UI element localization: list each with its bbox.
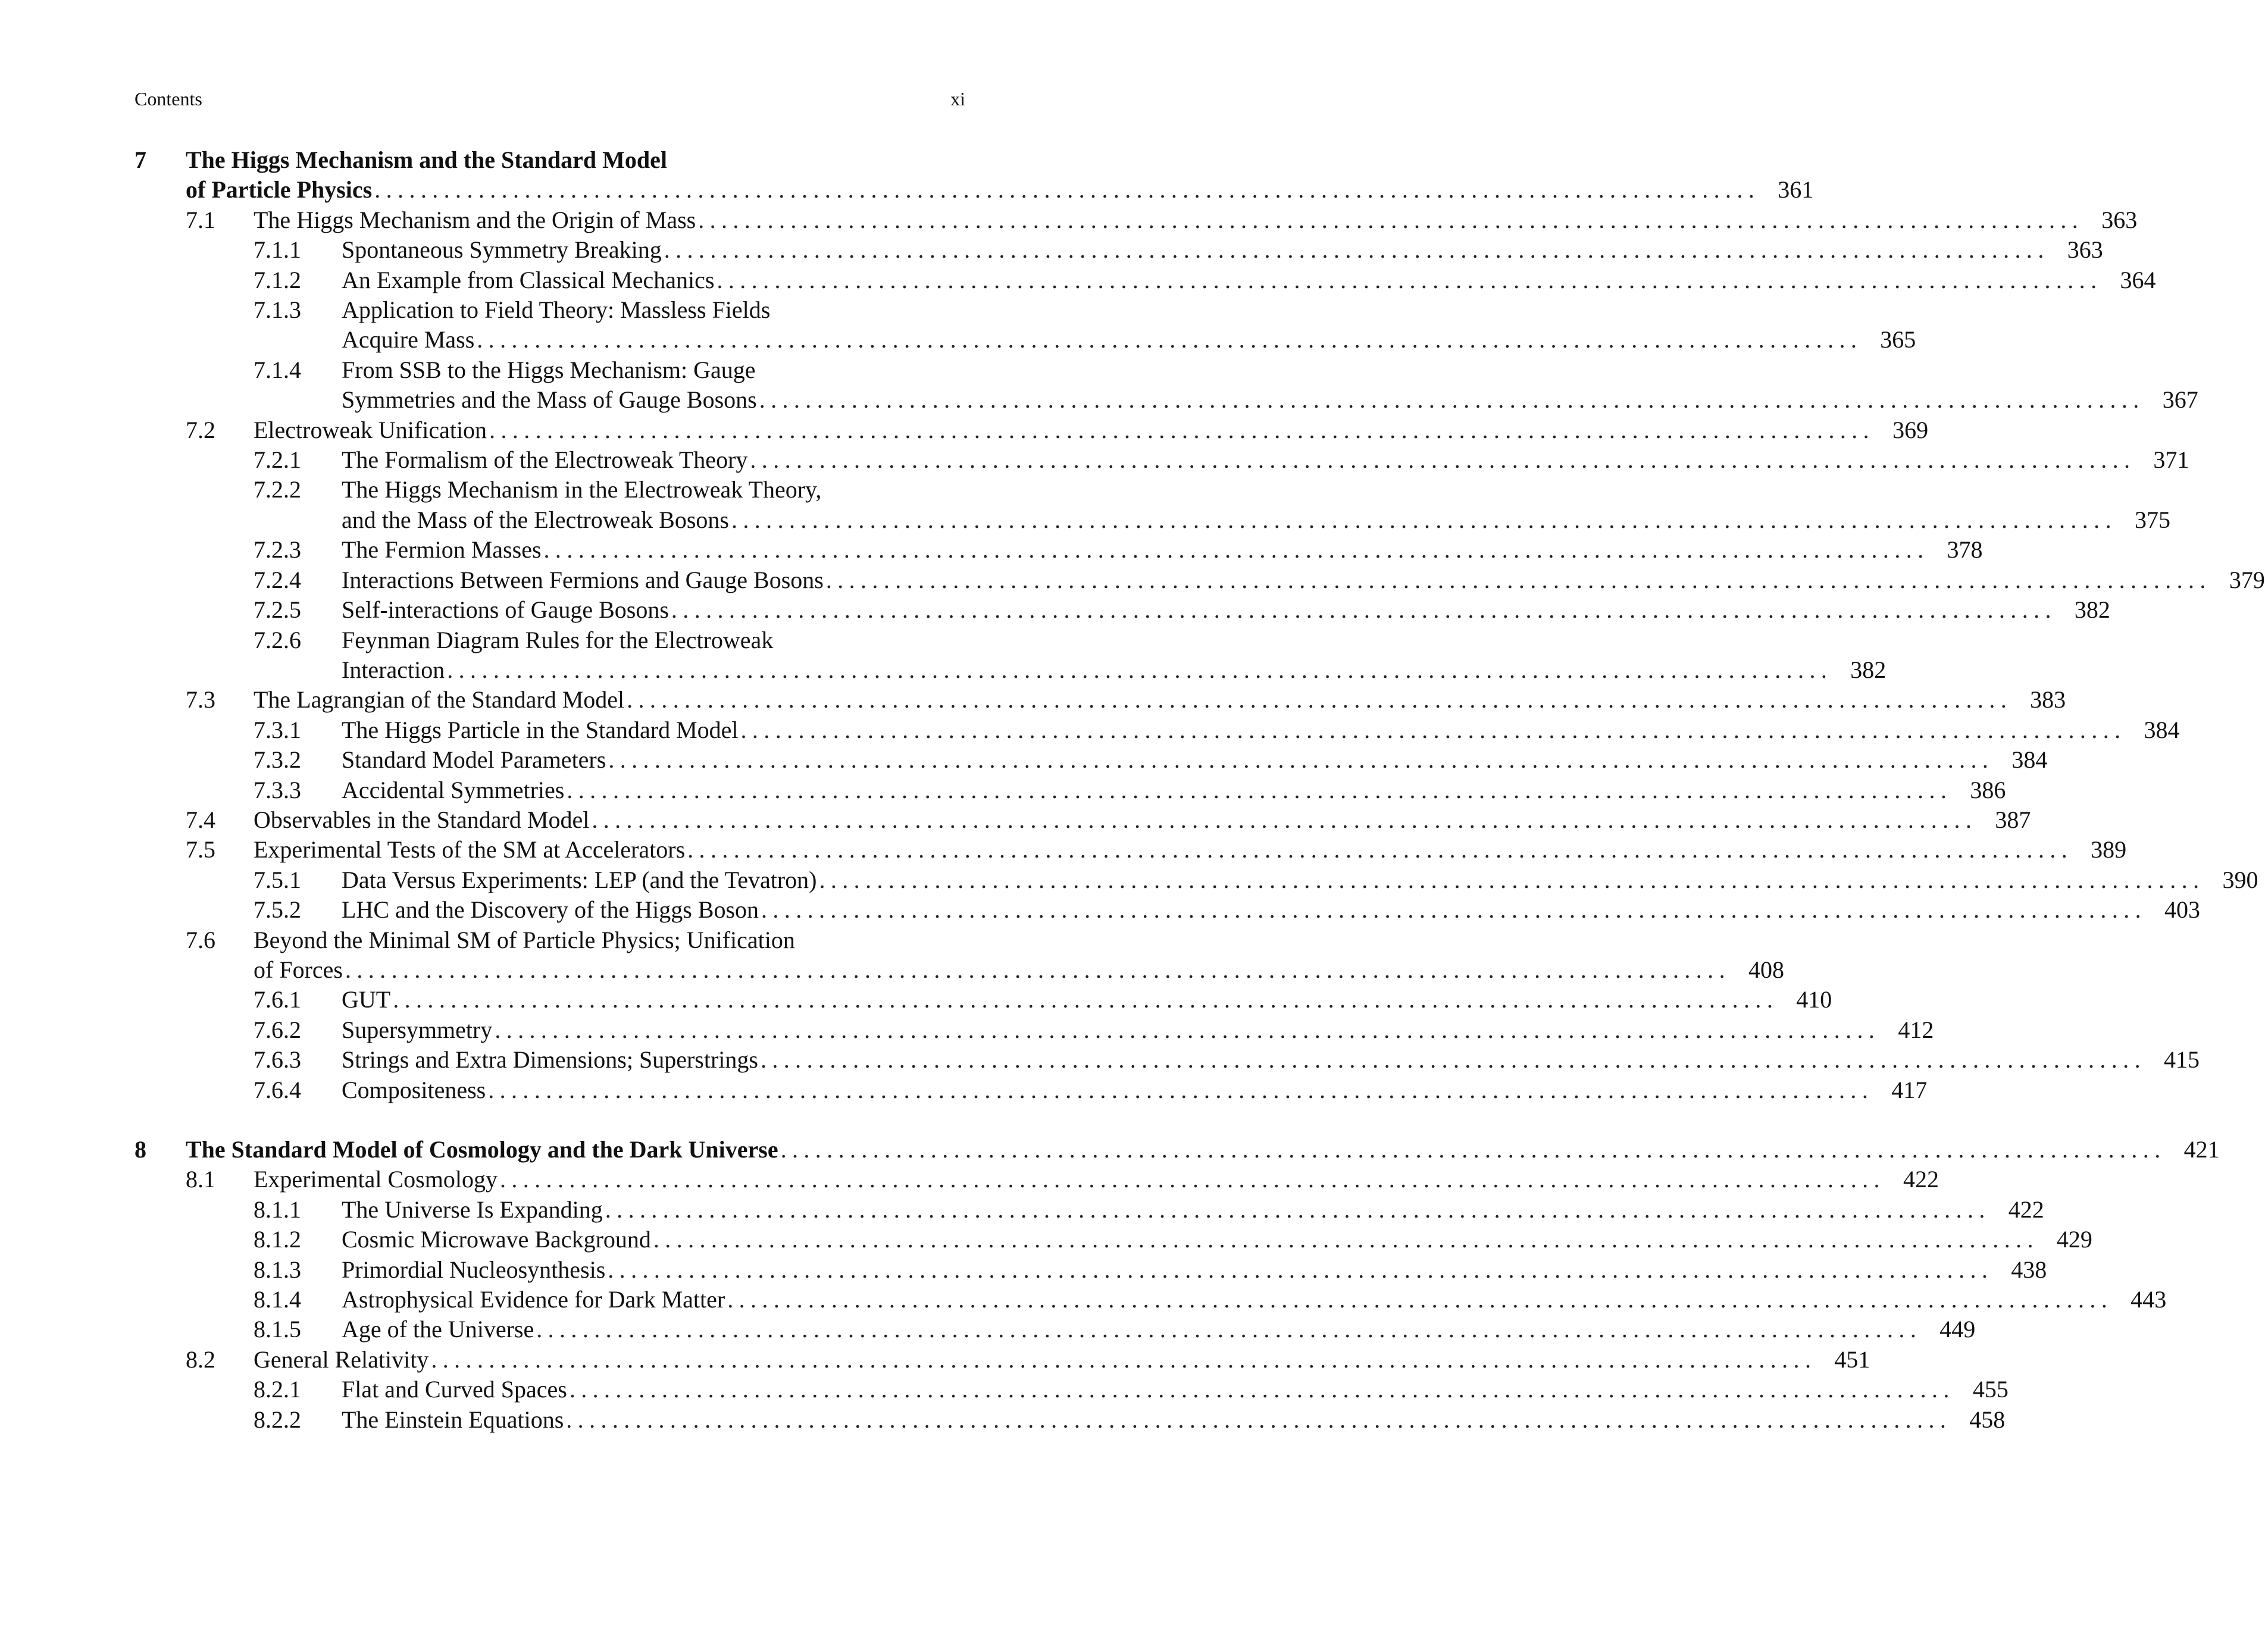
entry-title-line: Application to Field Theory: Massless Fields (342, 296, 771, 324)
dot-leader: ........................................................................................................................ (608, 1256, 1994, 1283)
dot-leader: ........................................................................................................................ (760, 1046, 2146, 1074)
dot-leader: ........................................................................................................................ (431, 1346, 1817, 1373)
entry-number: 7.6 (186, 926, 215, 953)
entry-page-number: 410 (1796, 986, 1832, 1013)
entry-number: 7.5 (186, 836, 215, 863)
entry-number: 7.6.4 (254, 1076, 301, 1103)
entry-title-line: Self-interactions of Gauge Bosons (342, 596, 669, 624)
entry-page-number: 449 (1939, 1316, 1976, 1343)
section-entry[interactable] (134, 685, 2066, 715)
entry-number: 7.2.4 (254, 566, 301, 593)
entry-title-line: Symmetries and the Mass of Gauge Bosons (342, 386, 757, 414)
subsection-entry[interactable] (134, 1195, 2044, 1225)
entry-number: 7 (134, 146, 146, 173)
dot-leader: ........................................................................................................................ (664, 236, 2050, 264)
entry-title-line: Age of the Universe (342, 1316, 534, 1343)
entry-number: 7.3.3 (254, 776, 301, 803)
dot-leader: ........................................................................................................................ (780, 1136, 2166, 1163)
entry-title-line: Spontaneous Symmetry Breaking (342, 236, 662, 264)
entry-number: 7.3.2 (254, 746, 301, 774)
subsection-entry[interactable] (134, 445, 2189, 475)
entry-title-line: of Forces (254, 956, 343, 983)
entry-number: 8.1.4 (254, 1286, 301, 1313)
entry-title-line: From SSB to the Higgs Mechanism: Gauge (342, 356, 756, 383)
entry-title-line: The Lagrangian of the Standard Model (254, 686, 625, 714)
entry-number: 8 (134, 1136, 146, 1163)
subsection-entry[interactable] (134, 1225, 2092, 1254)
dot-leader: ........................................................................................................................ (761, 896, 2147, 924)
entry-title-line: Strings and Extra Dimensions; Superstrings (342, 1046, 758, 1074)
chapter-entry[interactable] (134, 1135, 2220, 1165)
entry-title-line: Flat and Curved Spaces (342, 1376, 567, 1403)
dot-leader: ........................................................................................................................ (825, 566, 2211, 593)
dot-leader: ........................................................................................................................ (740, 716, 2126, 743)
entry-title-line: Acquire Mass (342, 326, 475, 353)
subsection-entry[interactable] (134, 265, 2156, 295)
entry-title-line: The Higgs Mechanism and the Origin of Mass (254, 206, 696, 233)
entry-title-line: Astrophysical Evidence for Dark Matter (342, 1286, 725, 1313)
entry-title-line: Standard Model Parameters (342, 746, 606, 774)
running-head (134, 88, 965, 114)
table-of-contents (134, 145, 2265, 1435)
running-head-section: Contents (134, 88, 202, 109)
section-entry[interactable] (134, 1345, 1870, 1375)
dot-leader: ........................................................................................................................ (627, 686, 2013, 714)
subsection-entry[interactable] (134, 865, 2258, 895)
subsection-entry[interactable] (134, 775, 2006, 805)
entry-number: 8.2.2 (254, 1406, 301, 1433)
chapter-entry[interactable] (134, 145, 1814, 205)
subsection-entry[interactable] (134, 985, 1832, 1015)
entry-title-line: The Higgs Particle in the Standard Model (342, 716, 739, 743)
subsection-entry[interactable] (134, 1255, 2047, 1285)
entry-number: 8.1.1 (254, 1196, 301, 1223)
entry-number: 7.1.2 (254, 266, 301, 293)
entry-page-number: 389 (2091, 836, 2127, 863)
entry-title-line: LHC and the Discovery of the Higgs Boson (342, 896, 759, 924)
entry-page-number: 379 (2229, 566, 2265, 593)
entry-number: 7.1.4 (254, 356, 301, 383)
entry-page-number: 375 (2134, 506, 2170, 533)
dot-leader: ........................................................................................................................ (727, 1286, 2113, 1313)
subsection-entry[interactable] (134, 565, 2265, 595)
dot-leader: ........................................................................................................................ (536, 1316, 1922, 1343)
entry-number: 7.2.6 (254, 626, 301, 653)
entry-page-number: 369 (1892, 416, 1929, 443)
entry-title-line: The Higgs Mechanism in the Electroweak Theory, (342, 476, 822, 503)
entry-page-number: 422 (2008, 1196, 2044, 1223)
entry-title-line: The Formalism of the Electroweak Theory (342, 446, 748, 474)
entry-title-line: Interaction (342, 656, 445, 683)
entry-title-line: Compositeness (342, 1076, 486, 1103)
entry-page-number: 364 (2120, 266, 2156, 293)
entry-title-line: GUT (342, 986, 391, 1013)
entry-page-number: 384 (2144, 716, 2180, 743)
entry-page-number: 382 (1850, 656, 1887, 683)
subsection-entry[interactable] (134, 1075, 1928, 1105)
entry-page-number: 390 (2222, 866, 2258, 893)
dot-leader: ........................................................................................................................ (543, 536, 1929, 564)
entry-number: 7.3 (186, 686, 215, 714)
entry-page-number: 365 (1880, 326, 1916, 353)
dot-leader: ........................................................................................................................ (698, 206, 2084, 233)
dot-leader: ........................................................................................................................ (495, 1016, 1881, 1043)
entry-number: 7.2.5 (254, 596, 301, 624)
entry-title-line: Primordial Nucleosynthesis (342, 1256, 606, 1283)
entry-title-line: Electroweak Unification (254, 416, 487, 443)
entry-page-number: 443 (2131, 1286, 2167, 1313)
entry-number: 8.1 (186, 1166, 215, 1193)
subsection-entry[interactable] (134, 745, 2048, 775)
entry-page-number: 384 (2011, 746, 2048, 774)
section-entry[interactable] (134, 925, 1784, 985)
dot-leader: ........................................................................................................................ (499, 1166, 1885, 1193)
entry-number: 7.6.3 (254, 1046, 301, 1074)
entry-page-number: 383 (2030, 686, 2066, 714)
subsection-entry[interactable] (134, 355, 2198, 415)
entry-number: 7.2.1 (254, 446, 301, 474)
entry-title-line: Observables in the Standard Model (254, 806, 590, 833)
entry-number: 7.2 (186, 416, 215, 443)
entry-title-line: The Higgs Mechanism and the Standard Model (186, 146, 667, 173)
entry-title-line: of Particle Physics (186, 176, 373, 204)
subsection-entry[interactable] (134, 895, 2201, 925)
entry-page-number: 455 (1972, 1376, 2009, 1403)
dot-leader: ........................................................................................................................ (374, 176, 1760, 204)
entry-page-number: 415 (2163, 1046, 2200, 1074)
entry-title-line: The Fermion Masses (342, 536, 542, 564)
dot-leader: ........................................................................................................................ (608, 746, 1994, 774)
entry-number: 7.6.1 (254, 986, 301, 1013)
entry-title-line: The Standard Model of Cosmology and the Dark Universe (186, 1136, 778, 1163)
entry-page-number: 363 (2067, 236, 2103, 264)
subsection-entry[interactable] (134, 625, 1887, 686)
subsection-entry[interactable] (134, 715, 2180, 745)
entry-page-number: 367 (2162, 386, 2198, 414)
dot-leader: ........................................................................................................................ (750, 446, 2136, 474)
subsection-entry[interactable] (134, 295, 1916, 355)
subsection-entry[interactable] (134, 1285, 2167, 1315)
entry-title-line: Interactions Between Fermions and Gauge Bosons (342, 566, 824, 593)
entry-page-number: 378 (1947, 536, 1983, 564)
dot-leader: ........................................................................................................................ (567, 776, 1953, 803)
section-entry[interactable] (134, 415, 1929, 445)
entry-number: 8.2 (186, 1346, 215, 1373)
entry-number: 7.5.1 (254, 866, 301, 893)
subsection-entry[interactable] (134, 475, 2170, 535)
dot-leader: ........................................................................................................................ (687, 836, 2073, 863)
section-entry[interactable] (134, 805, 2031, 835)
dot-leader: ........................................................................................................................ (759, 386, 2145, 414)
entry-title-line: General Relativity (254, 1346, 429, 1373)
section-entry[interactable] (134, 205, 2138, 235)
subsection-entry[interactable] (134, 1375, 2009, 1404)
dot-leader: ........................................................................................................................ (819, 866, 2205, 893)
dot-leader: ........................................................................................................................ (653, 1226, 2039, 1253)
dot-leader: ........................................................................................................................ (447, 656, 1833, 683)
entry-title-line: The Einstein Equations (342, 1406, 564, 1433)
entry-page-number: 387 (1995, 806, 2031, 833)
section-entry[interactable] (134, 835, 2127, 865)
dot-leader: ........................................................................................................................ (671, 596, 2057, 624)
dot-leader: ........................................................................................................................ (569, 1376, 1955, 1403)
entry-number: 8.1.3 (254, 1256, 301, 1283)
entry-page-number: 408 (1748, 956, 1784, 983)
dot-leader: ........................................................................................................................ (592, 806, 1978, 833)
entry-title-line: and the Mass of the Electroweak Bosons (342, 506, 729, 533)
entry-page-number: 458 (1969, 1406, 2006, 1433)
dot-leader: ........................................................................................................................ (566, 1406, 1952, 1433)
entry-number: 7.1.3 (254, 296, 301, 324)
subsection-entry[interactable] (134, 1045, 2200, 1075)
entry-page-number: 451 (1834, 1346, 1870, 1373)
entry-title-line: The Universe Is Expanding (342, 1196, 603, 1223)
dot-leader: ........................................................................................................................ (477, 326, 1863, 353)
entry-number: 7.1.1 (254, 236, 301, 264)
dot-leader: ........................................................................................................................ (605, 1196, 1991, 1223)
entry-page-number: 412 (1898, 1016, 1934, 1043)
entry-page-number: 361 (1778, 176, 1814, 204)
dot-leader: ........................................................................................................................ (717, 266, 2103, 293)
entry-page-number: 382 (2074, 596, 2110, 624)
subsection-entry[interactable] (134, 1315, 1976, 1344)
entry-page-number: 417 (1891, 1076, 1928, 1103)
entry-number: 8.1.5 (254, 1316, 301, 1343)
entry-number: 7.2.3 (254, 536, 301, 564)
chapter-spacer (134, 1105, 965, 1135)
entry-number: 8.1.2 (254, 1226, 301, 1253)
entry-title-line: An Example from Classical Mechanics (342, 266, 715, 293)
entry-title-line: Data Versus Experiments: LEP (and the Tevatron) (342, 866, 817, 893)
subsection-entry[interactable] (134, 1405, 2006, 1435)
entry-page-number: 371 (2153, 446, 2189, 474)
entry-number: 7.3.1 (254, 716, 301, 743)
entry-title-line: Feynman Diagram Rules for the Electroweak (342, 626, 774, 653)
entry-number: 7.6.2 (254, 1016, 301, 1043)
entry-page-number: 429 (2056, 1226, 2092, 1253)
page-number: xi (950, 88, 965, 109)
entry-page-number: 403 (2164, 896, 2201, 924)
entry-page-number: 386 (1970, 776, 2006, 803)
entry-number: 8.2.1 (254, 1376, 301, 1403)
dot-leader: ........................................................................................................................ (393, 986, 1779, 1013)
section-entry[interactable] (134, 1165, 1939, 1194)
entry-page-number: 363 (2101, 206, 2138, 233)
entry-title-line: Experimental Tests of the SM at Accelerators (254, 836, 686, 863)
entry-title-line: Supersymmetry (342, 1016, 493, 1043)
subsection-entry[interactable] (134, 535, 1983, 565)
dot-leader: ........................................................................................................................ (489, 416, 1875, 443)
subsection-entry[interactable] (134, 235, 2103, 265)
dot-leader: ........................................................................................................................ (731, 506, 2117, 533)
entry-title-line: Beyond the Minimal SM of Particle Physics; Unification (254, 926, 795, 953)
entry-title-line: Accidental Symmetries (342, 776, 565, 803)
entry-title-line: Experimental Cosmology (254, 1166, 498, 1193)
entry-page-number: 421 (2183, 1136, 2220, 1163)
entry-number: 7.1 (186, 206, 215, 233)
entry-page-number: 422 (1903, 1166, 1939, 1193)
dot-leader: ........................................................................................................................ (345, 956, 1731, 983)
entry-number: 7.2.2 (254, 476, 301, 503)
entry-number: 7.5.2 (254, 896, 301, 924)
entry-page-number: 438 (2011, 1256, 2047, 1283)
entry-number: 7.4 (186, 806, 215, 833)
entry-title-line: Cosmic Microwave Background (342, 1226, 651, 1253)
subsection-entry[interactable] (134, 1015, 1934, 1045)
subsection-entry[interactable] (134, 595, 2110, 625)
dot-leader: ........................................................................................................................ (488, 1076, 1874, 1103)
